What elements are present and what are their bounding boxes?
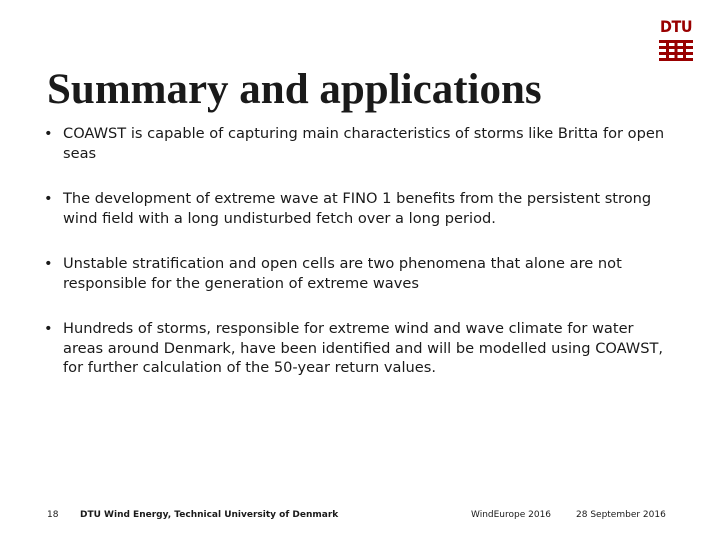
bullet-text: COAWST is capable of capturing main characteristics of storms like Britta for open seas <box>63 125 665 162</box>
dtu-logo-mark-icon <box>659 40 693 62</box>
slide-footer <box>0 506 720 524</box>
dtu-logo <box>656 18 696 66</box>
bullet-text: Unstable stratification and open cells are two phenomena that alone are not responsible for the generation of extreme waves <box>63 255 622 292</box>
bullet-dot: • <box>44 320 53 337</box>
bullet-dot: • <box>44 125 53 142</box>
bullet-dot: • <box>44 190 53 207</box>
slide-title: Summary and applications <box>47 66 542 113</box>
footer-organization: DTU Wind Energy, Technical University of Denmark <box>80 510 339 520</box>
bullet-dot: • <box>44 255 53 272</box>
footer-date: 28 September 2016 <box>576 510 666 520</box>
dtu-logo-text: DTU <box>659 17 693 36</box>
bullet-text: The development of extreme wave at FINO 1 benefits from the persistent strong wind field with a long undisturbed fetch over a long period. <box>63 190 652 227</box>
bullet-item <box>44 124 669 163</box>
bullet-item <box>44 254 669 293</box>
bullet-list <box>44 124 669 404</box>
footer-event: WindEurope 2016 <box>471 510 552 520</box>
bullet-item <box>44 319 669 378</box>
bullet-text: Hundreds of storms, responsible for extreme wind and wave climate for water areas around Denmark, have been identified and will be modelled using COAWST, for further calculation of the 50-year return values. <box>63 320 664 376</box>
bullet-item <box>44 189 669 228</box>
page-number: 18 <box>47 510 59 520</box>
